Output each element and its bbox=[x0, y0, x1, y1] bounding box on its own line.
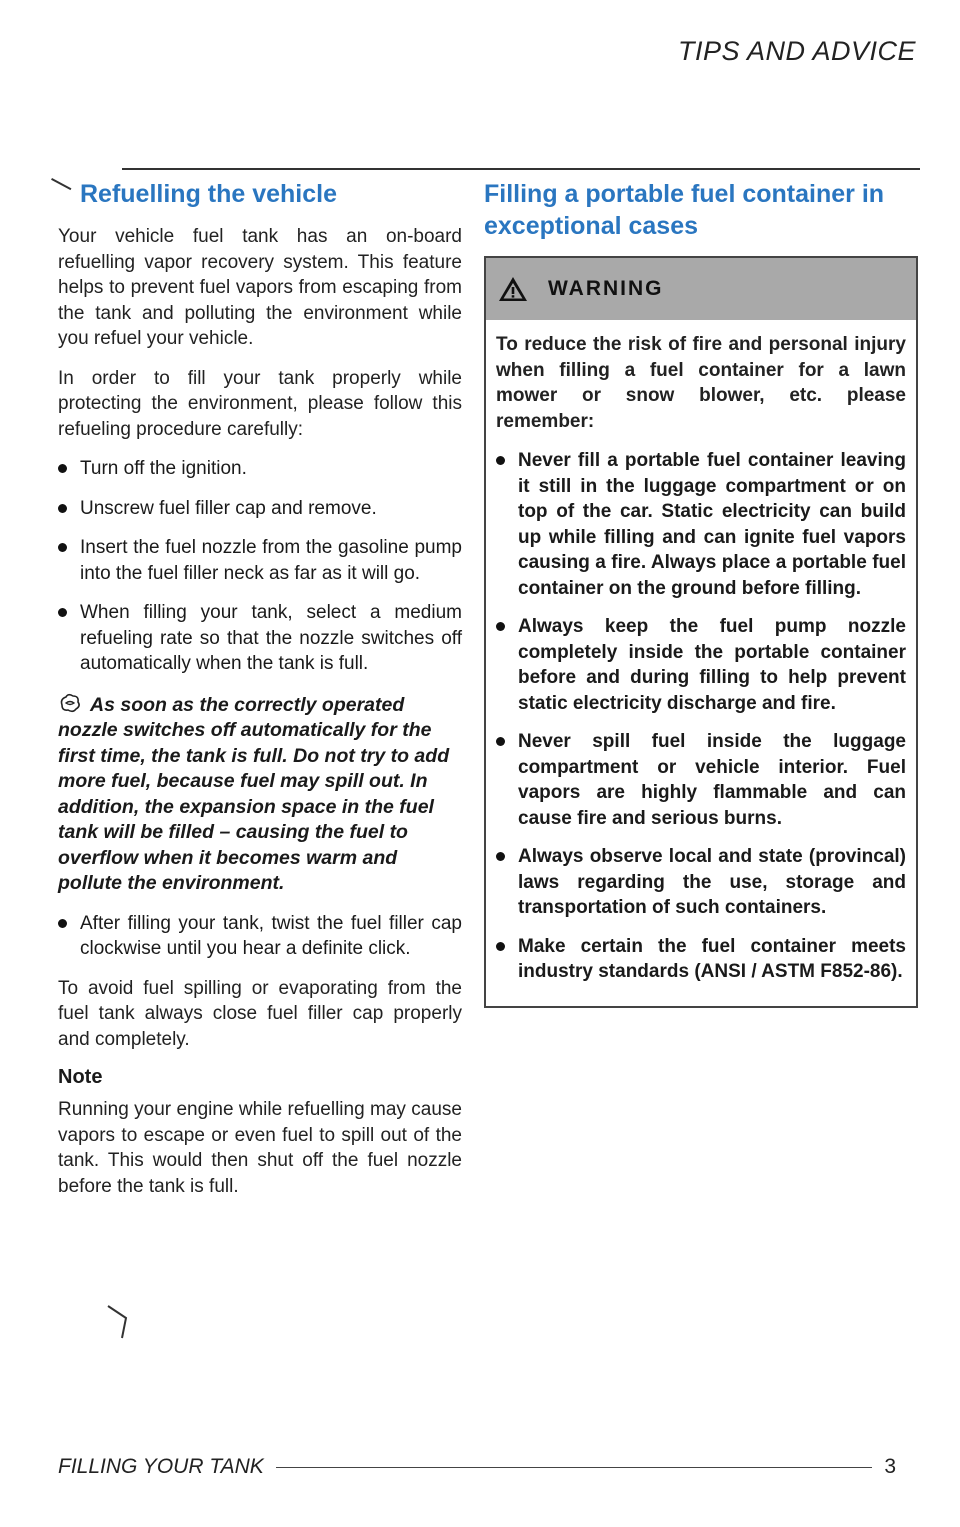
page-number: 3 bbox=[884, 1455, 896, 1478]
note-heading: Note bbox=[58, 1066, 103, 1088]
left-column bbox=[58, 178, 462, 1213]
procedure-paragraph: In order to fill your tank properly while protecting the environment, please follow this refueling procedure carefully: bbox=[58, 367, 462, 440]
environment-icon bbox=[58, 691, 82, 715]
warning-header bbox=[486, 258, 916, 320]
step-filling-rate: When filling your tank, select a medium refueling rate so that the nozzle switches off automatically when the tank is full. bbox=[58, 600, 462, 677]
step-twist-cap: After filling your tank, twist the fuel filler cap clockwise until you hear a definite click. bbox=[58, 911, 462, 962]
step-unscrew-cap: Unscrew fuel filler cap and remove. bbox=[58, 496, 462, 522]
environment-note-text: As soon as the correctly operated nozzle switches off automatically for the first time, the tank is full. Do not try to add more fuel, because fuel may spill out. In addition, the expansion space in the fuel tank will be filled – causing the fuel to overflow when it becomes warm and pollute the environment. bbox=[58, 693, 450, 894]
warning-item: Make certain the fuel container meets industry standards (ANSI / ASTM F852-86). bbox=[496, 934, 906, 985]
step-insert-nozzle bbox=[58, 535, 462, 586]
environment-note bbox=[58, 691, 462, 897]
page-footer bbox=[58, 1452, 896, 1482]
step-insert-nozzle-text: Insert the fuel nozzle from the gasoline pump into the fuel filler neck as far as it will go. bbox=[80, 537, 462, 584]
note-text: Running your engine while refuelling may cause vapors to escape or even fuel to spill out of the tank. This would then shut off the fuel nozzle before the tank is full. bbox=[58, 1099, 462, 1197]
warning-intro: To reduce the risk of fire and personal injury when filling a fuel container for a lawn mower or snow blower, etc. please remember: bbox=[496, 334, 906, 432]
warning-item: Always keep the fuel pump nozzle completely inside the portable container before and during filling to help prevent static electricity discharge and fire. bbox=[496, 614, 906, 716]
corner-mark bbox=[43, 178, 72, 206]
avoid-spill-paragraph: To avoid fuel spilling or evaporating from the fuel tank always close fuel filler cap properly and completely. bbox=[58, 977, 462, 1050]
warning-item: Never spill fuel inside the luggage compartment or vehicle interior. Fuel vapors are highly flammable and can cause fire and serious burns. bbox=[496, 729, 906, 831]
refuelling-heading-text: Refuelling the vehicle bbox=[80, 180, 338, 208]
warning-item: Never fill a portable fuel container leaving it still in the luggage compartment or on top of the car. Static electricity can build up while filling and can ignite fuel vapors causing a fire. Always place a portable fuel container on the ground before filling. bbox=[496, 448, 906, 601]
warning-body bbox=[486, 320, 916, 1006]
warning-triangle-icon bbox=[498, 276, 528, 302]
refuelling-heading bbox=[80, 178, 462, 210]
warning-item: Always observe local and state (provincal) laws regarding the use, storage and transportation of such containers. bbox=[496, 844, 906, 921]
footer-section-title: FILLING YOUR TANK bbox=[58, 1455, 264, 1478]
intro-paragraph: Your vehicle fuel tank has an on-board refuelling vapor recovery system. This feature helps to prevent fuel vapors from escaping from the tank and polluting the environment while you refuel your vehicle. bbox=[58, 226, 462, 349]
header-rule bbox=[122, 168, 920, 170]
portable-container-heading: Filling a portable fuel container in exceptional cases bbox=[484, 180, 885, 240]
margin-mark bbox=[104, 1302, 134, 1342]
header-title: TIPS AND ADVICE bbox=[677, 36, 916, 66]
step-ignition: Turn off the ignition. bbox=[58, 456, 462, 482]
warning-box bbox=[484, 256, 918, 1008]
footer-rule bbox=[276, 1467, 873, 1468]
right-column bbox=[484, 178, 918, 1008]
warning-label: WARNING bbox=[548, 277, 664, 300]
